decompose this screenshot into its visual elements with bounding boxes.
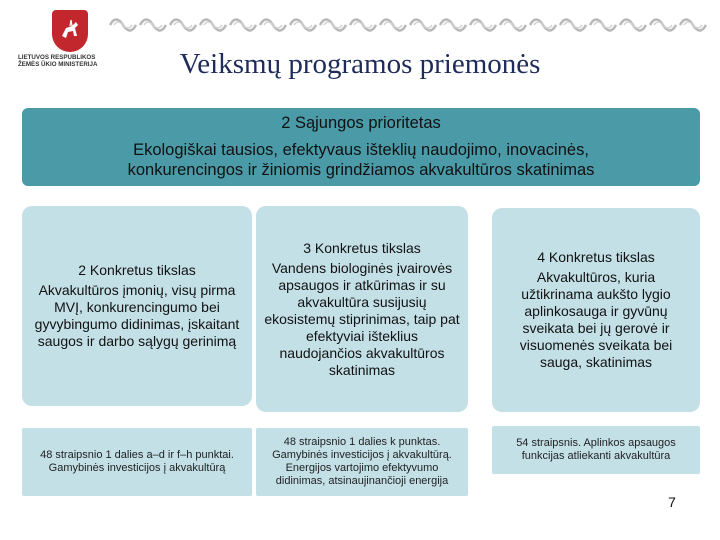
objective-text: Akvakultūros, kuria užtikrinama aukšto lygio aplinkosauga ir gyvūnų sveikata bei jų gerovė ir visuomenės sveikata bei sauga, skatinimas [519,269,673,370]
page-number: 7 [668,494,676,510]
objective-text: Vandens biologinės įvairovės apsaugos ir atkūrimas ir su akvakultūra susijusių ekosistemų stiprinimas, taip pat efektyviai išteklius naudojančios akvakultūros skatinimas [264,259,460,378]
priority-heading: 2 Sąjungos prioritetas [281,114,441,132]
vytis-emblem-icon [52,10,88,52]
ministry-line-2: ŽEMĖS ŪKIO MINISTERIJA [18,61,98,68]
objective-heading: 2 Konkretus tikslas [78,262,196,278]
decorative-border-ornament [108,12,708,38]
objective-card-3 [256,206,468,412]
objective-heading: 3 Konkretus tikslas [303,239,421,256]
objective-heading: 4 Konkretus tikslas [537,249,655,265]
measure-box-3: 54 straipsnis. Aplinkos apsaugos funkcijas atliekanti akvakultūra [492,426,700,474]
page-title: Veiksmų programos priemonės [179,48,541,80]
objective-card-2 [22,206,252,406]
ministry-line-1: LIETUVOS RESPUBLIKOS [18,54,96,61]
priority-description-line-2: konkurencingos ir žiniomis grindžiamos akvakultūros skatinimas [127,161,595,179]
priority-banner [22,108,700,186]
measure-box-1: 48 straipsnio 1 dalies a–d ir f–h punktai. Gamybinės investicijos į akvakultūrą [22,428,252,496]
measure-box-2: 48 straipsnio 1 dalies k punktas. Gamybinės investicijos į akvakultūrą. Energijos vartojimo efektyvumo didinimas, atsinaujinančioji energija [256,428,468,496]
priority-description [22,140,700,180]
priority-description-line-1: Ekologiškai tausios, efektyvaus išteklių naudojimo, inovacinės, [133,141,589,159]
objective-text: Akvakultūros įmonių, visų pirma MVĮ, konkurencingumo bei gyvybingumo didinimas, įskaitant saugos ir darbo sąlygų gerinimą [34,282,240,349]
objective-card-4 [492,208,700,412]
